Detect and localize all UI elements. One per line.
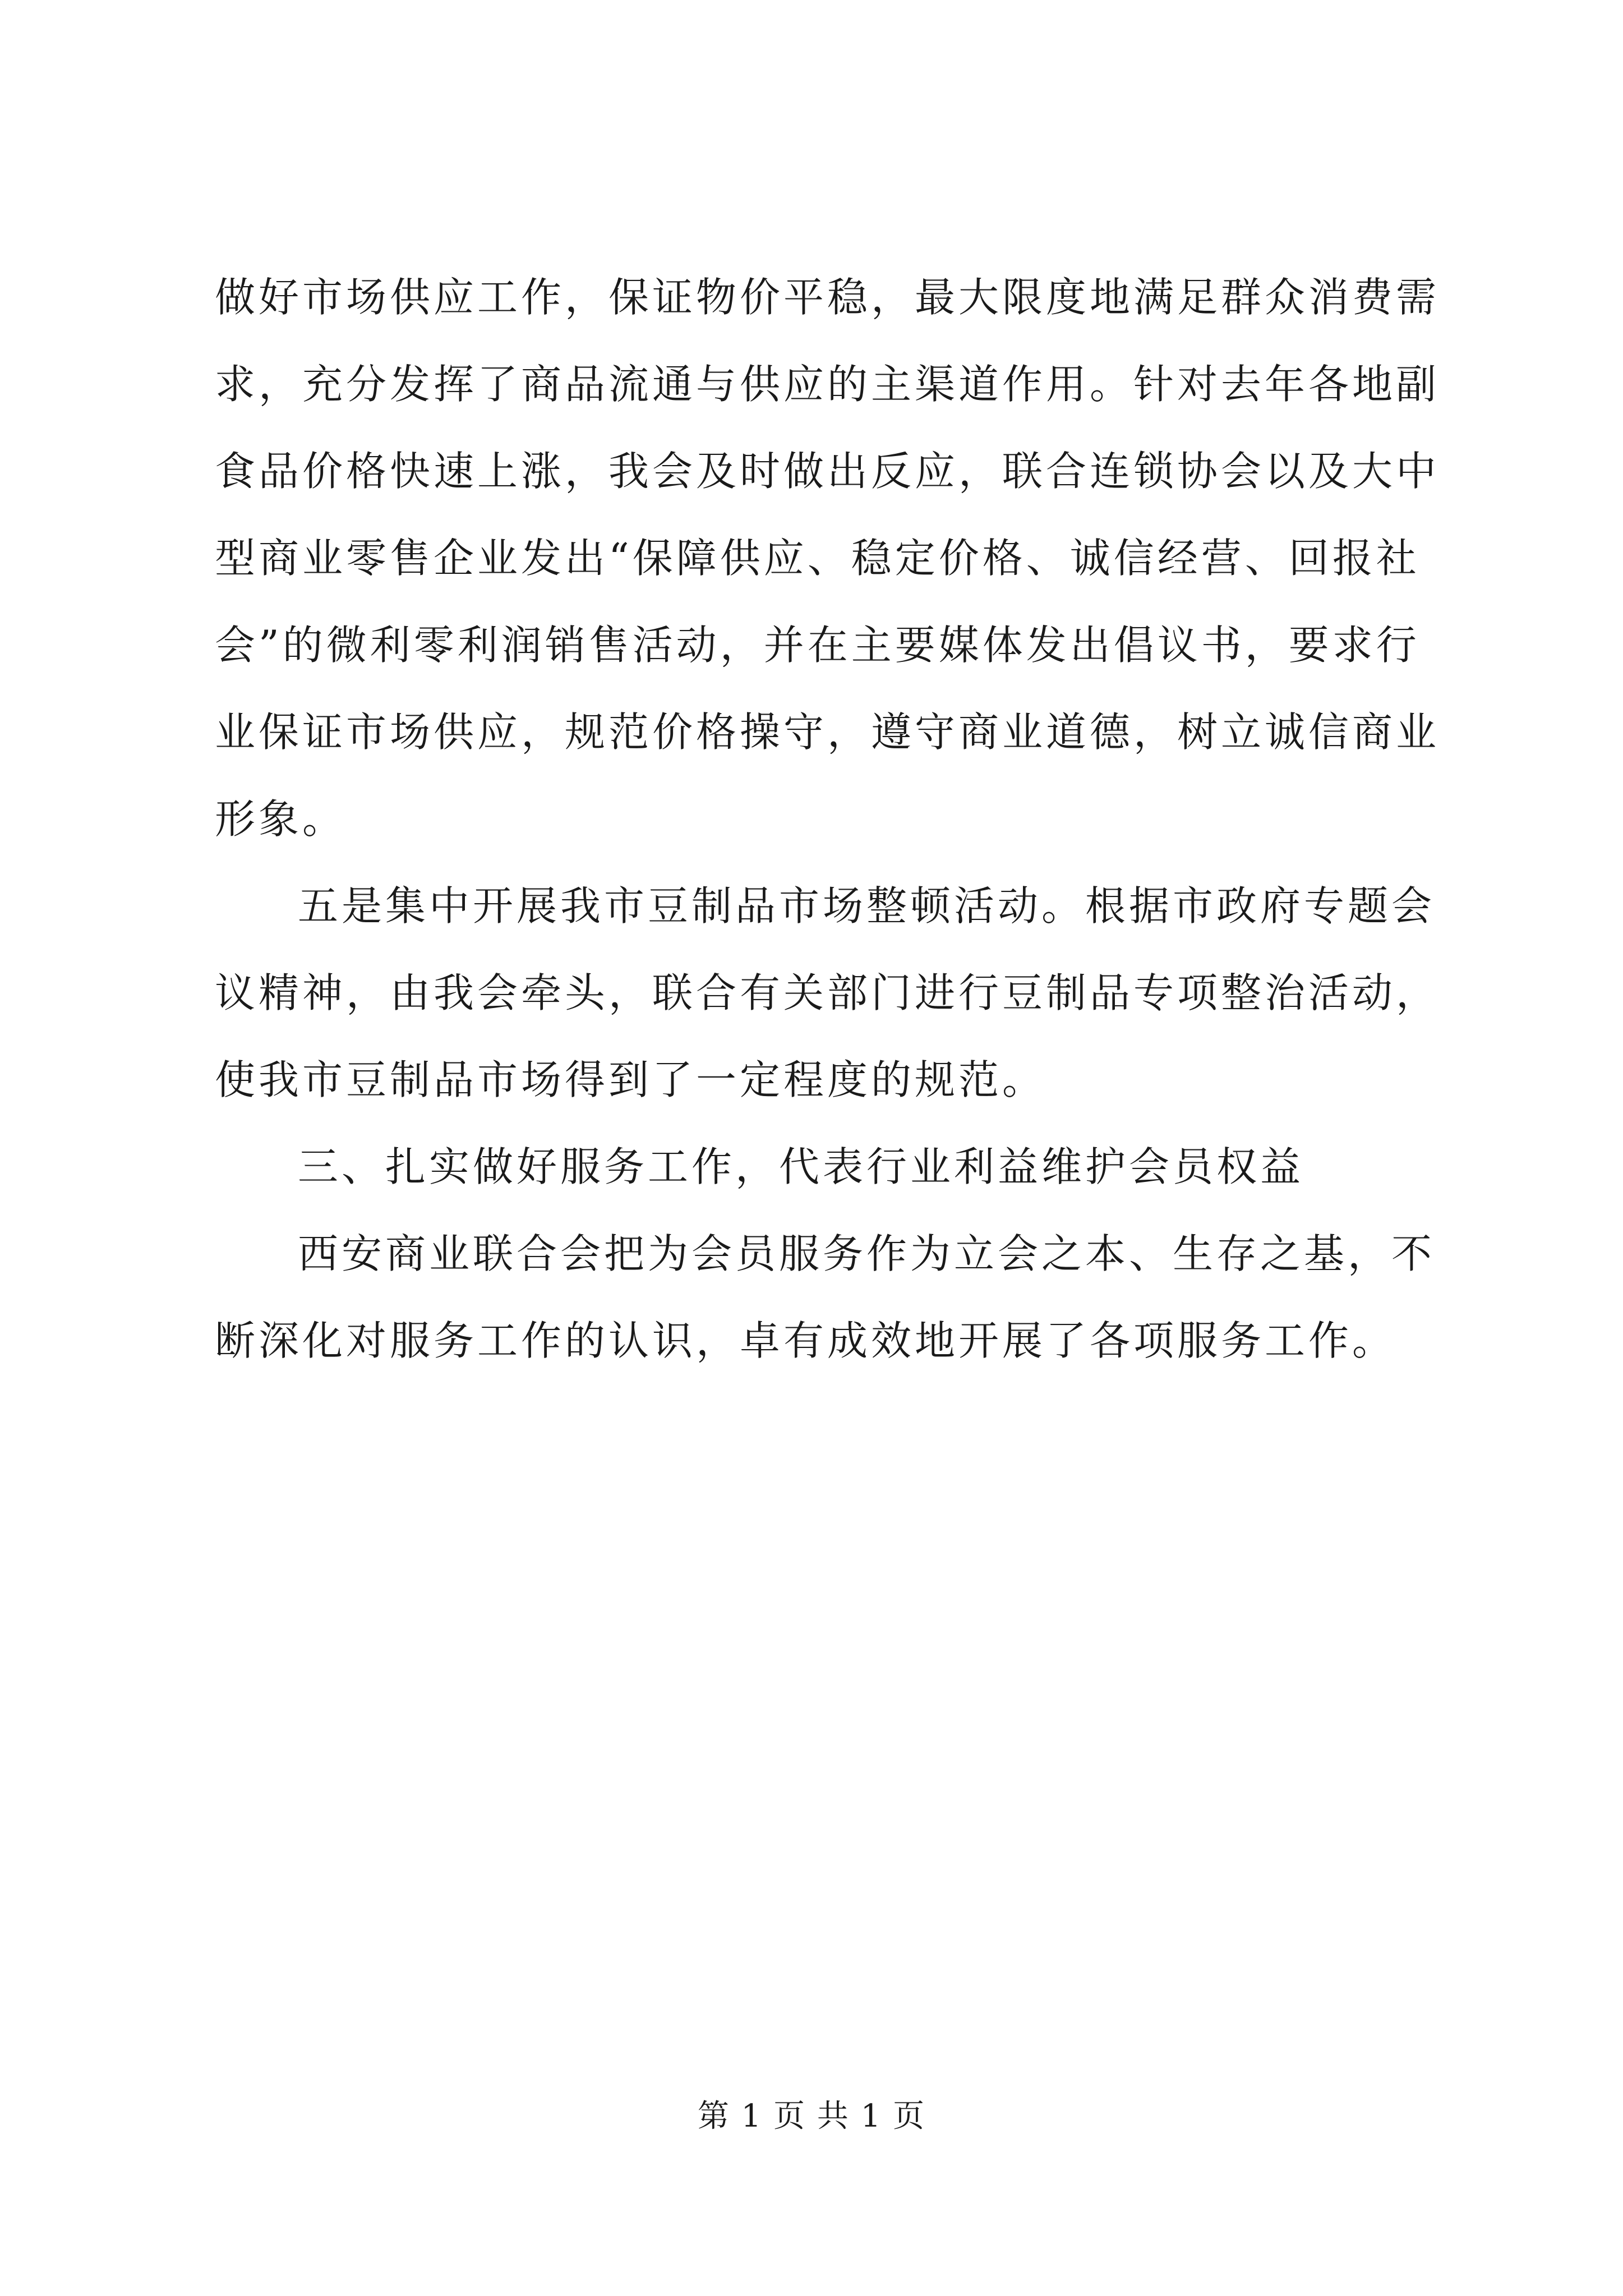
section-heading: 三、扎实做好服务工作，代表行业利益维护会员权益 [298,1143,1304,1190]
paragraph-line: 食品价格快速上涨，我会及时做出反应，联合连锁协会以及大中 [215,448,1440,495]
paragraph-line: 使我市豆制品市场得到了一定程度的规范。 [215,1056,1046,1103]
paragraph-line: 会”的微利零利润销售活动，并在主要媒体发出倡议书，要求行 [215,622,1420,669]
paragraph-line: 五是集中开展我市豆制品市场整顿活动。根据市政府专题会 [298,882,1436,930]
paragraph-line: 西安商业联合会把为会员服务作为立会之本、生存之基，不 [298,1230,1436,1277]
paragraph-line: 业保证市场供应，规范价格操守，遵守商业道德，树立诚信商业 [215,708,1440,756]
paragraph-line: 议精神，由我会牵头，联合有关部门进行豆制品专项整治活动， [215,969,1440,1016]
paragraph-line: 做好市场供应工作，保证物价平稳，最大限度地满足群众消费需 [215,274,1440,321]
paragraph-line: 形象。 [215,795,347,843]
paragraph-line: 断深化对服务工作的认识，卓有成效地开展了各项服务工作。 [215,1317,1396,1364]
paragraph-line: 型商业零售企业发出“保障供应、稳定价格、诚信经营、回报社 [215,535,1420,582]
page-footer: 第 1 页 共 1 页 [697,2098,926,2134]
paragraph-line: 求，充分发挥了商品流通与供应的主渠道作用。针对去年各地副 [215,361,1440,408]
